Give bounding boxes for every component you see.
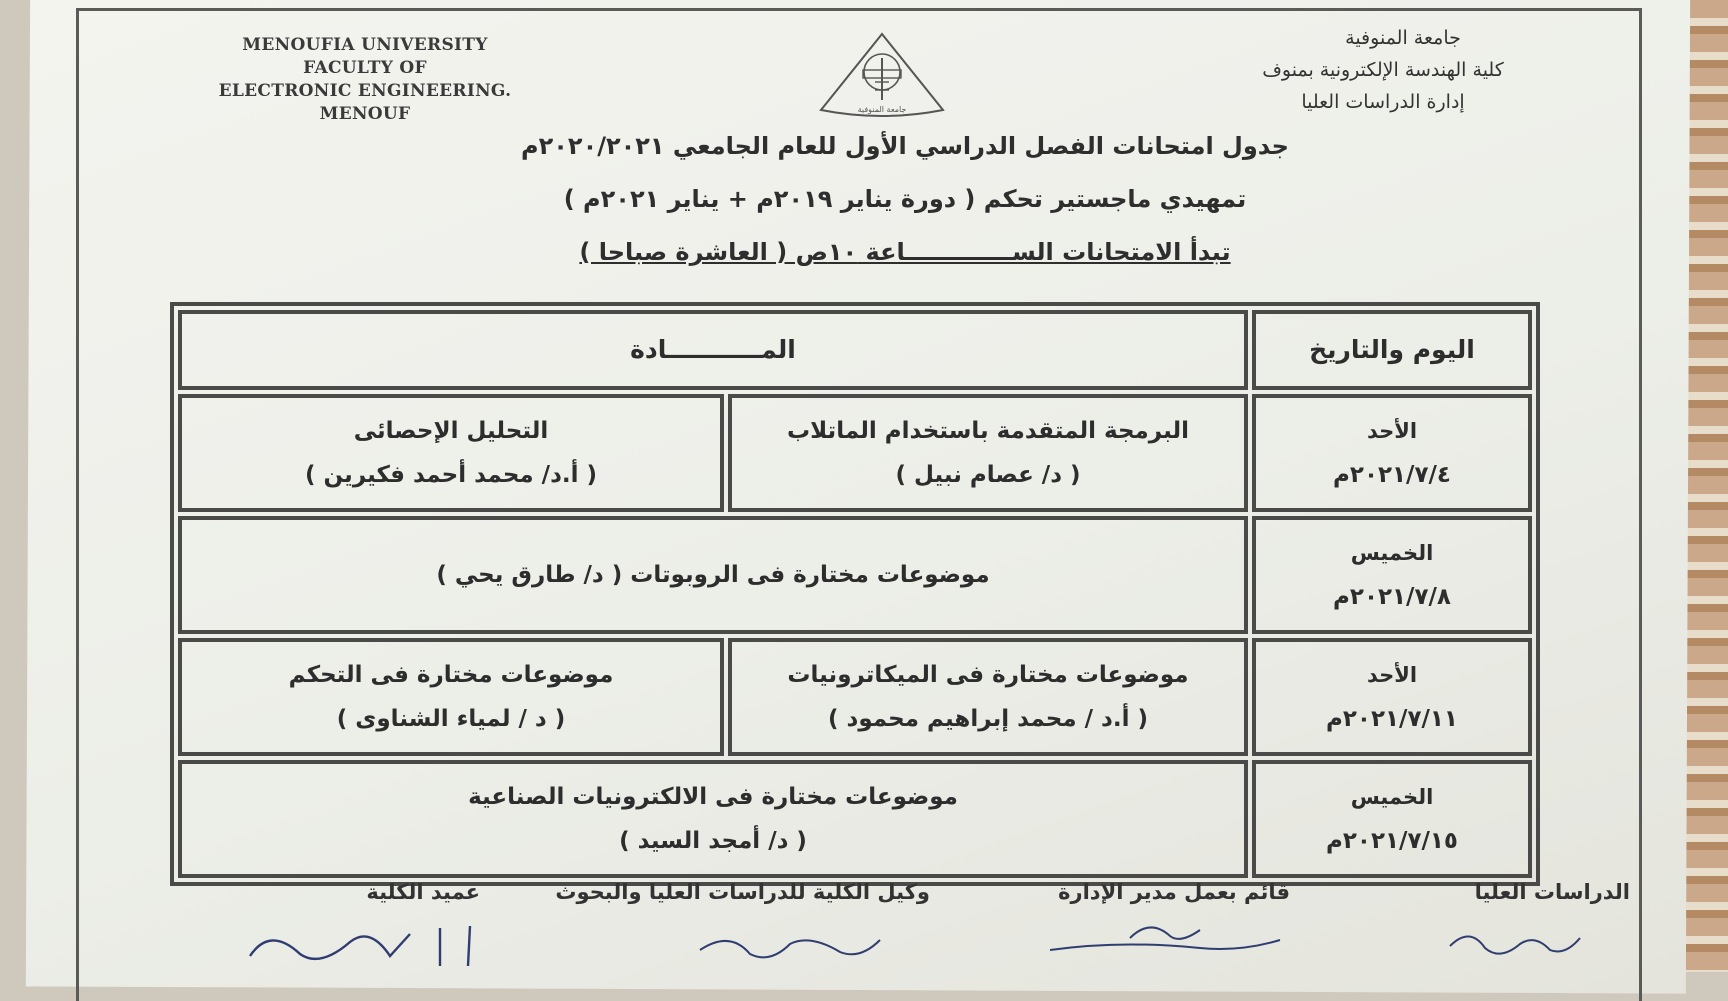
- university-header-english: [205, 34, 525, 126]
- day-cell: [1252, 638, 1532, 756]
- header-en-line: MENOUF: [319, 104, 411, 124]
- signature-title: وكيل الكلية للدراسات العليا والبحوث: [555, 880, 930, 904]
- day-cell: [1252, 516, 1532, 634]
- instructor-name: ( د / لمياء الشناوى ): [336, 706, 566, 732]
- schedule-title: جدول امتحانات الفصل الدراسي الأول للعام الجامعي ٢٠٢٠/٢٠٢١م: [521, 132, 1289, 160]
- handwritten-signature-1: [1440, 916, 1590, 966]
- subject-cell: [178, 394, 724, 512]
- signature-postgrad-office: [1475, 880, 1630, 904]
- header-day-date: اليوم والتاريخ: [1252, 310, 1532, 390]
- table-header-row: [178, 310, 1532, 390]
- header-ar-line: جامعة المنوفية: [1345, 27, 1461, 49]
- subject-cell: [728, 638, 1248, 756]
- header-ar-line: كلية الهندسة الإلكترونية بمنوف: [1262, 59, 1504, 81]
- header-en-line: ELECTRONIC ENGINEERING.: [218, 81, 512, 101]
- university-header-arabic: [1203, 22, 1563, 118]
- subject-cell: [728, 394, 1248, 512]
- program-subtitle: تمهيدي ماجستير تحكم ( دورة يناير ٢٠١٩م + يناير ٢٠٢١م ): [563, 185, 1247, 213]
- instructor-name: ( د/ عصام نبيل ): [895, 462, 1081, 488]
- signature-title: قائم بعمل مدير الإدارة: [1058, 880, 1290, 904]
- subject-cell: [178, 516, 1248, 634]
- exam-schedule-table: [170, 302, 1540, 886]
- signature-dean: [366, 880, 480, 904]
- subject-cell: [178, 638, 724, 756]
- day-name: الأحد: [1366, 419, 1418, 443]
- day-cell: [1252, 760, 1532, 878]
- table-row: [178, 638, 1532, 756]
- subject-cell: [178, 760, 1248, 878]
- subject-name: موضوعات مختارة فى الالكترونيات الصناعية: [468, 784, 958, 810]
- logo-caption: جامعة المنوفية: [857, 105, 907, 114]
- subject-name: البرمجة المتقدمة باستخدام الماتلاب: [786, 418, 1190, 444]
- header-en-line: MENOUFIA UNIVERSITY: [242, 35, 488, 55]
- handwritten-signature-2: [1040, 910, 1290, 970]
- handwritten-signature-3: [690, 920, 890, 970]
- day-cell: [1252, 394, 1532, 512]
- signature-department-manager: [1058, 880, 1290, 904]
- header-en-line: FACULTY OF: [303, 58, 427, 78]
- exam-date: ٢٠٢١/٧/١٥م: [1326, 828, 1458, 854]
- day-name: الخميس: [1350, 785, 1434, 809]
- exam-start-time: تبدأ الامتحانات الســـــــــــــاعة ١٠ص ( العاشرة صباحا ): [579, 238, 1231, 266]
- header-subject: المـــــــــــادة: [178, 310, 1248, 390]
- university-logo: [815, 30, 950, 120]
- subject-name: موضوعات مختارة فى الميكاترونيات: [787, 662, 1189, 688]
- table-row: [178, 760, 1532, 878]
- exam-date: ٢٠٢١/٧/٤م: [1333, 462, 1451, 488]
- instructor-name: ( د/ أمجد السيد ): [619, 828, 807, 854]
- handwritten-signature-4: [240, 916, 500, 972]
- subject-name: موضوعات مختارة فى الروبوتات ( د/ طارق يحي ): [436, 562, 990, 588]
- header-ar-line: إدارة الدراسات العليا: [1301, 91, 1465, 113]
- signature-vice-dean: [555, 880, 930, 904]
- subject-name: التحليل الإحصائى: [353, 418, 549, 444]
- day-name: الخميس: [1350, 541, 1434, 565]
- subject-name: موضوعات مختارة فى التحكم: [288, 662, 614, 688]
- signature-block: [240, 880, 1630, 972]
- instructor-name: ( أ.د/ محمد أحمد فكيرين ): [304, 462, 598, 488]
- table-row: [178, 394, 1532, 512]
- instructor-name: ( أ.د / محمد إبراهيم محمود ): [828, 706, 1148, 732]
- exam-date: ٢٠٢١/٧/٨م: [1333, 584, 1451, 610]
- table-row: [178, 516, 1532, 634]
- signature-title: الدراسات العليا: [1474, 880, 1630, 904]
- signature-title: عميد الكلية: [366, 880, 480, 904]
- exam-date: ٢٠٢١/٧/١١م: [1326, 706, 1458, 732]
- day-name: الأحد: [1366, 663, 1418, 687]
